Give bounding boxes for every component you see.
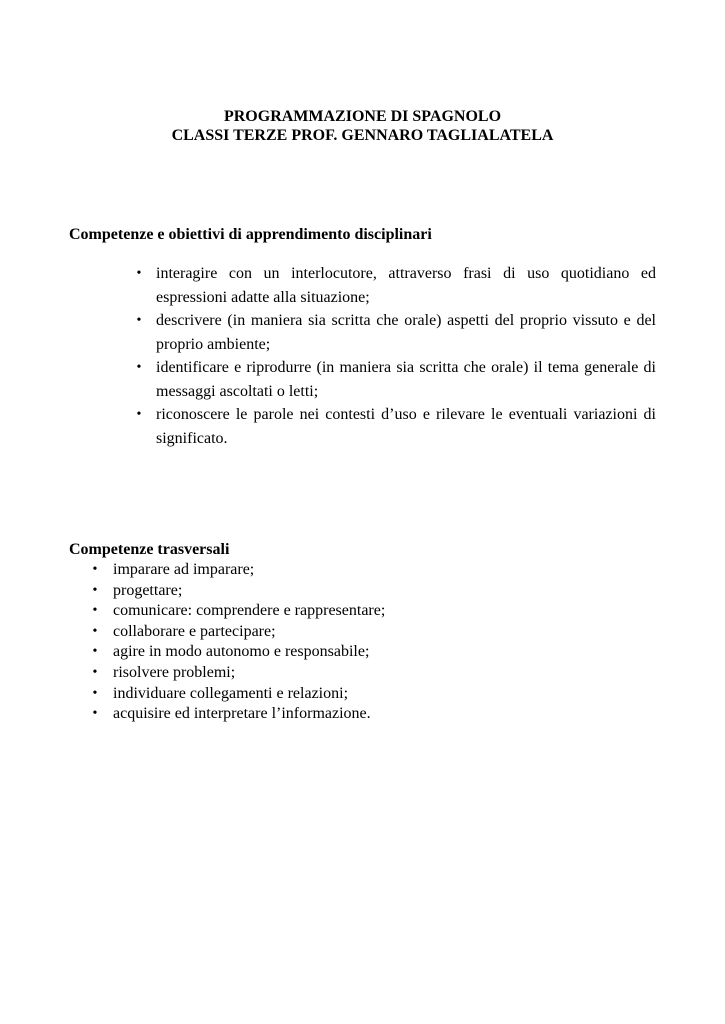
bullet-icon: • (92, 685, 98, 701)
list-item (88, 704, 608, 725)
section-heading-competenze-trasversali: Competenze trasversali (69, 541, 230, 558)
bullet-icon: • (92, 562, 98, 577)
bullet-icon: • (92, 644, 98, 660)
list-item (132, 309, 656, 356)
document-title-line2: CLASSI TERZE PROF. GENNARO TAGLIALATELA (171, 127, 554, 144)
section-heading-competenze-disciplinari: Competenze e obiettivi di apprendimento disciplinari (69, 226, 432, 243)
bullet-icon: • (136, 407, 142, 422)
bullet-icon: • (92, 582, 98, 598)
list-item (132, 262, 656, 309)
list-item-text: interagire con un interlocutore, attraverso frasi di uso quotidiano ed espressioni adatte alla situazione; (156, 265, 656, 306)
list-item-text: collaborare e partecipare; (113, 622, 276, 640)
list-item (88, 560, 608, 581)
competenze-trasversali-list (88, 560, 608, 725)
list-item-text: comunicare: comprendere e rappresentare; (113, 602, 386, 620)
list-item (132, 403, 656, 450)
list-item-text: riconoscere le parole nei contesti d’uso e rilevare le eventuali variazioni di significato. (156, 406, 656, 447)
list-item-text: identificare e riprodurre (in maniera sia scritta che orale) il tema generale di messaggi ascoltati o letti; (156, 359, 656, 400)
list-item-text: individuare collegamenti e relazioni; (113, 684, 349, 702)
list-item-text: progettare; (113, 581, 183, 599)
list-item (88, 684, 608, 705)
bullet-icon: • (136, 360, 142, 375)
list-item (88, 601, 608, 622)
bullet-icon: • (92, 664, 98, 680)
bullet-icon: • (92, 603, 98, 619)
bullet-icon: • (136, 313, 142, 328)
bullet-icon: • (92, 623, 98, 639)
list-item-text: imparare ad imparare; (113, 561, 255, 578)
list-item-text: agire in modo autonomo e responsabile; (113, 643, 370, 661)
list-item-text: acquisire ed interpretare l’informazione. (113, 705, 371, 723)
list-item-text: risolvere problemi; (113, 663, 236, 681)
list-item (88, 581, 608, 602)
list-item-text: descrivere (in maniera sia scritta che orale) aspetti del proprio vissuto e del proprio ambiente; (156, 312, 656, 353)
bullet-icon: • (136, 266, 142, 281)
list-item (132, 356, 656, 403)
list-item (88, 642, 608, 663)
document-title-line1: PROGRAMMAZIONE DI SPAGNOLO (223, 108, 502, 125)
bullet-icon: • (92, 706, 98, 722)
list-item (88, 622, 608, 643)
list-item (88, 663, 608, 684)
competenze-disciplinari-list (132, 262, 656, 450)
